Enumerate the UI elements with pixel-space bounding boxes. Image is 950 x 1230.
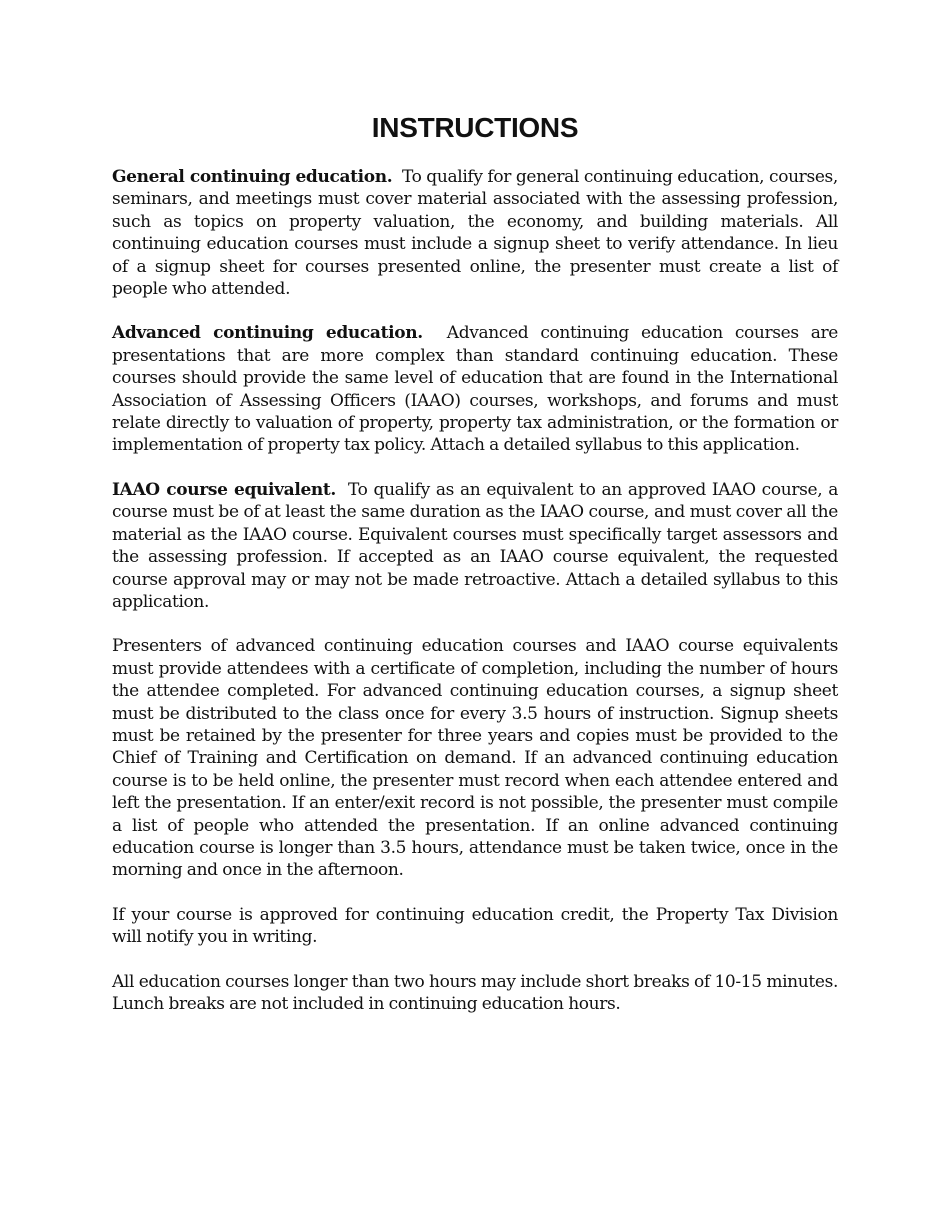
section-text: To qualify as an equivalent to an approved IAAO course, a course must be of at least the same duration as the IAAO course, and must cover all the material as the IAAO course. Equivalent courses must specifically target assessors and the assessing profession. If accepted as an IAAO course equivalent, the requested course approval may or may not be made retroactive. Attach a detailed syllabus to this application. (112, 479, 839, 612)
section-heading: IAAO course equivalent. (112, 479, 337, 500)
presenters-paragraph: Presenters of advanced continuing education courses and IAAO course equivalents must provide attendees with a certificate of completion, including the number of hours the attendee completed. For advanced continuing education courses, a signup sheet must be distributed to the class once for every 3.5 hours of instruction. Signup sheets must be retained by the presenter for three years and copies must be provided to the Chief of Training and Certification on demand. If an advanced continuing education course is to be held online, the presenter must record when each attendee entered and left the presentation. If an enter/exit record is not possible, the presenter must compile a list of people who attended the presentation. If an online advanced continuing education course is longer than 3.5 hours, attendance must be taken twice, once in the morning and once in the afternoon. (112, 636, 838, 881)
section-heading: General continuing education. (112, 167, 393, 187)
breaks-paragraph: All education courses longer than two hours may include short breaks of 10-15 minutes. Lunch breaks are not included in continuing education hours. (112, 971, 838, 1014)
section-text: Advanced continuing education courses are presentations that are more complex than standard continuing education. These courses should provide the same level of education that are found in the International Association of Assessing Officers (IAAO) courses, workshops, and forums and must relate directly to valuation of property, property tax administration, or the formation or implementation of property tax policy. Attach a detailed syllabus to this application. (112, 323, 838, 456)
iaao-course-equivalent-paragraph (112, 479, 838, 613)
section-heading: Advanced continuing education. (112, 323, 423, 344)
advanced-continuing-education-paragraph (112, 322, 838, 456)
section-text: To qualify for general continuing education, courses, seminars, and meetings must cover material associated with the assessing profession, such as topics on property valuation, the economy, and building materials. All continuing education courses must include a signup sheet to verify attendance. In lieu of a signup sheet for courses presented online, the presenter must create a list of people who attended. (112, 167, 838, 300)
approval-paragraph: If your course is approved for continuing education credit, the Property Tax Division will notify you in writing. (112, 904, 838, 948)
document-page (112, 110, 838, 1037)
page-title: INSTRUCTIONS (371, 112, 579, 143)
general-continuing-education-paragraph (112, 166, 838, 300)
